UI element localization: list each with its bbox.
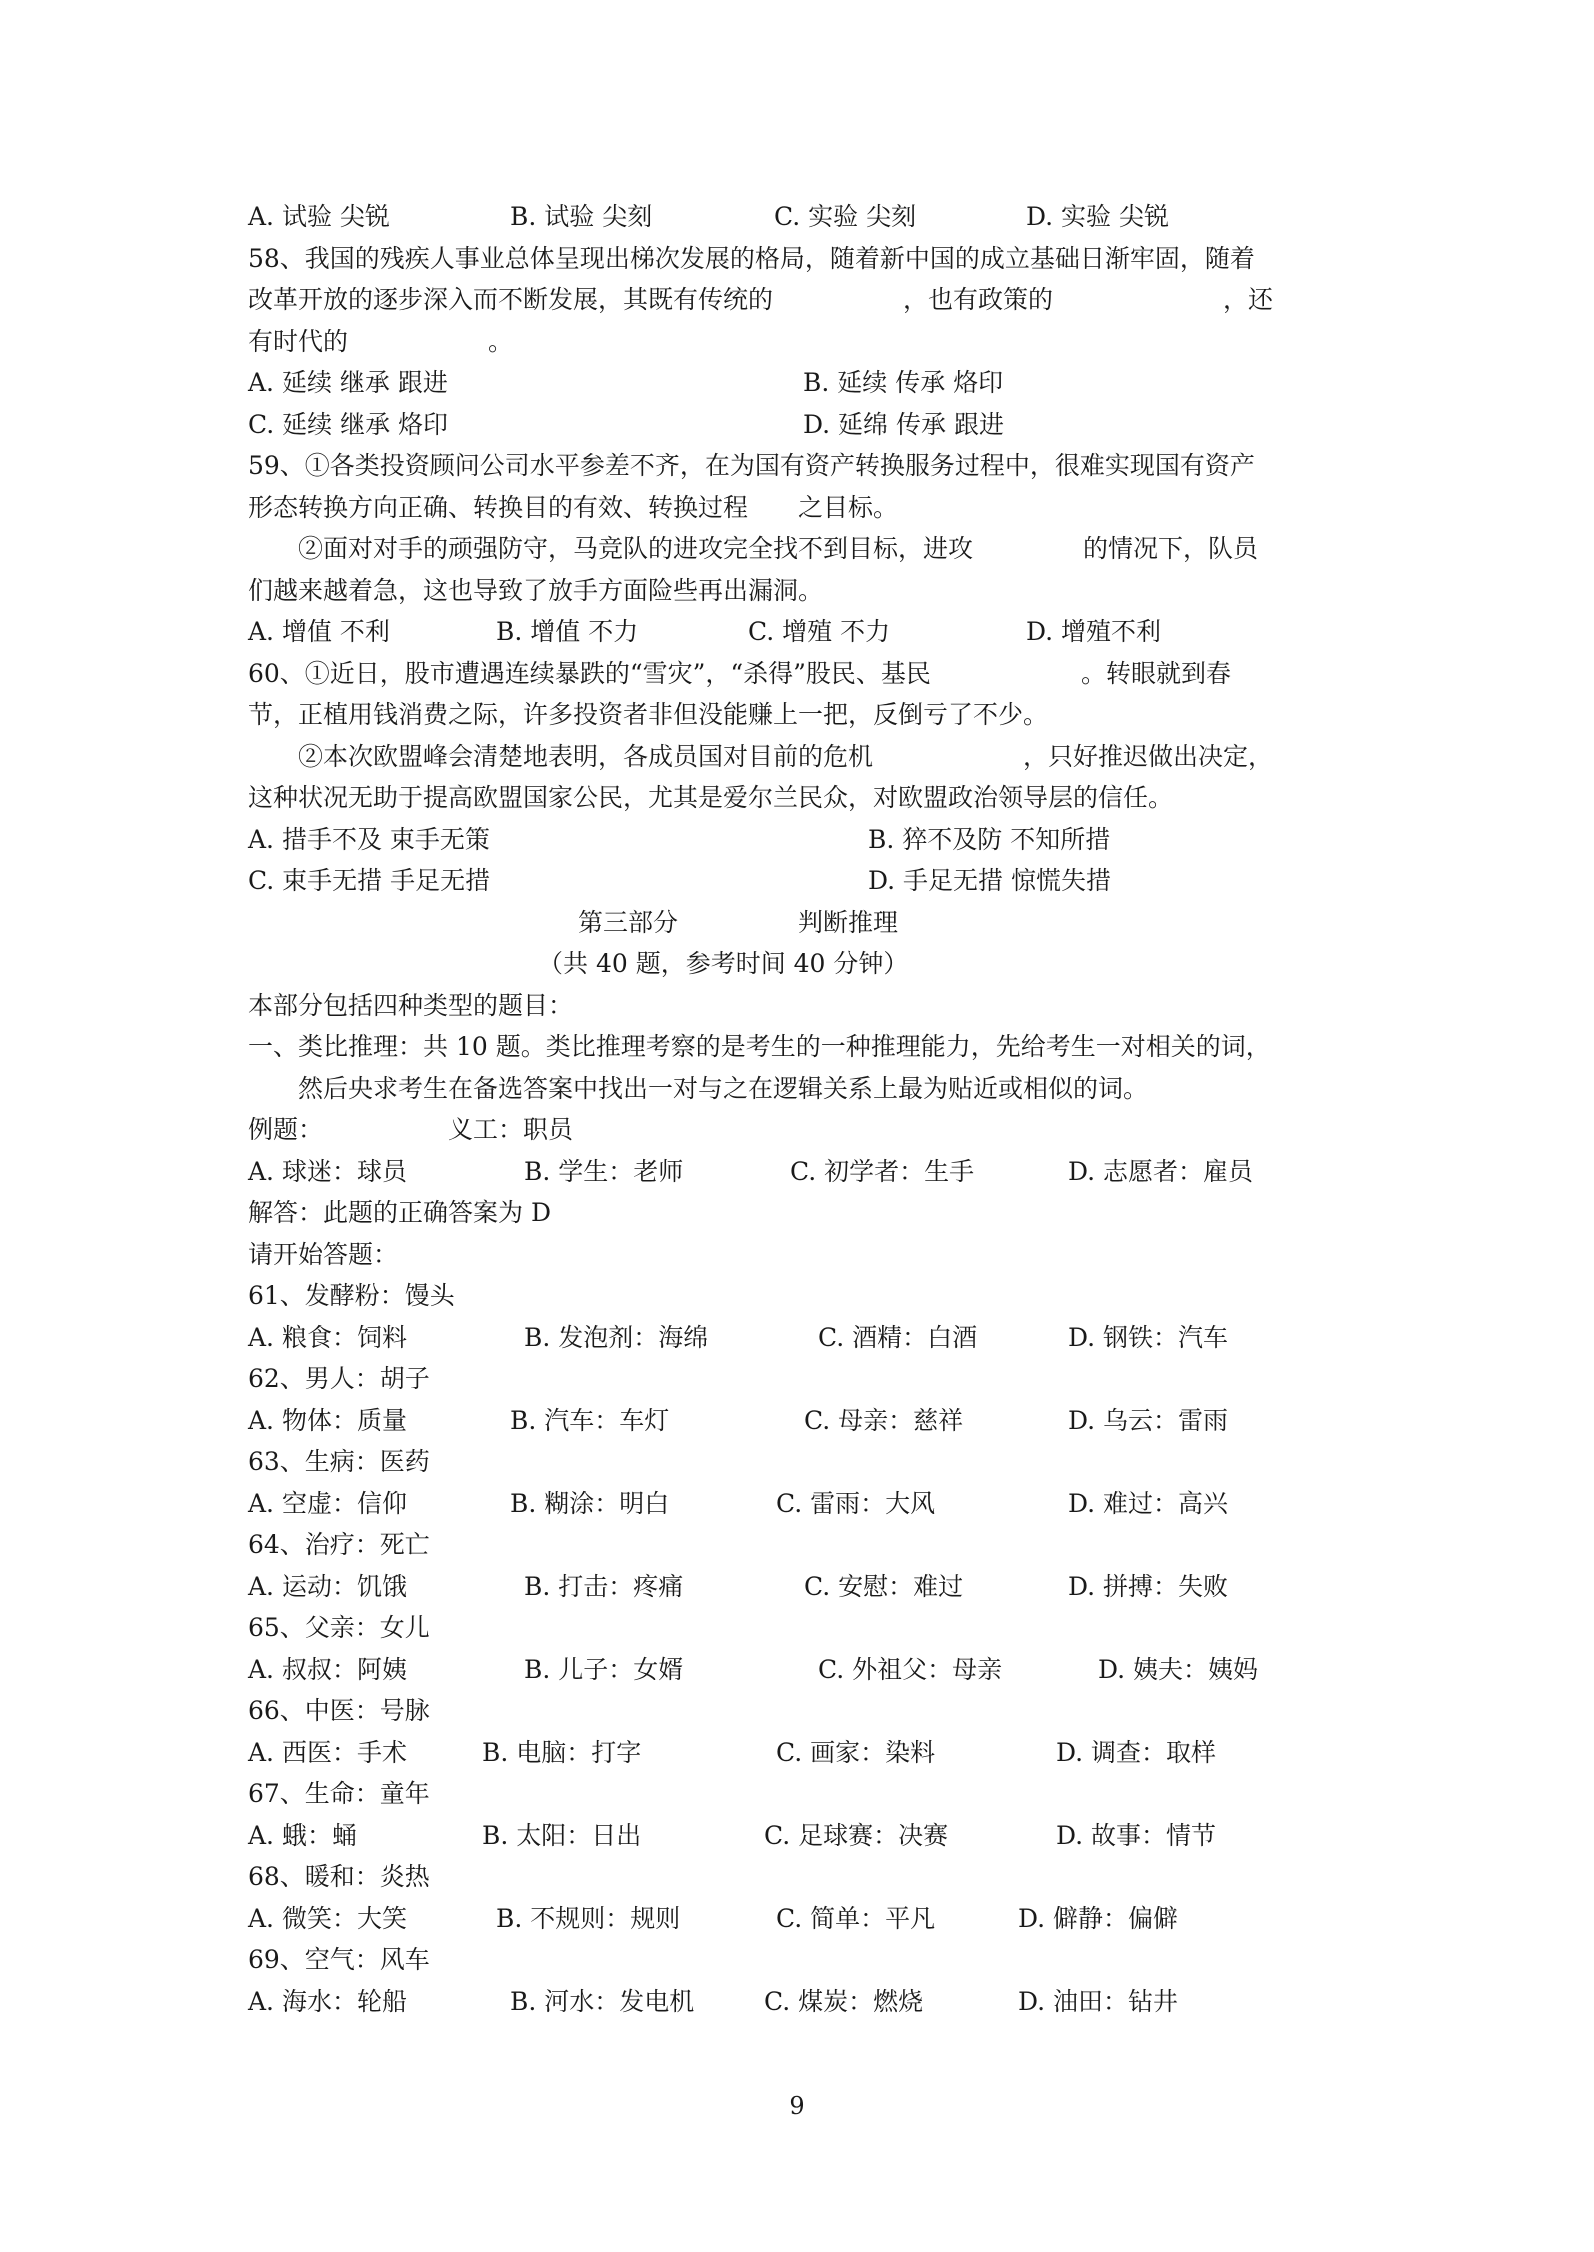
option-a: A. 运动：饥饿 [248,1571,407,1601]
question-options [248,1732,1358,1774]
option-b: B. 不规则：规则 [496,1903,681,1933]
option-d: D. 僻静：偏僻 [1018,1903,1179,1933]
example-row [248,1109,1358,1151]
q60-line-2: 节，正植用钱消费之际，许多投资者非但没能赚上一把，反倒亏了不少。 [248,700,1049,729]
section-heading [248,902,1358,944]
option-b: B. 发泡剂：海绵 [524,1322,709,1352]
type1-line-2: 然后央求考生在备选答案中找出一对与之在逻辑关系上最为贴近或相似的词。 [298,1073,1149,1103]
option-a: A. 空虚：信仰 [248,1488,407,1518]
question-stem: 65、父亲：女儿 [248,1613,430,1642]
q59-text-d: 的情况下，队员 [1083,534,1259,563]
q59-text-b: 之目标。 [798,492,899,522]
q58-option-a: A. 延续 继承 跟进 [248,368,448,397]
option-d: D. 油田：钻井 [1018,1986,1179,2016]
q57-option-d: D. 实验 尖锐 [1026,202,1169,231]
question-stem: 69、空气：风车 [248,1945,430,1974]
option-d: D. 故事：情节 [1056,1820,1217,1850]
question-options [248,1483,1358,1525]
q59-line-3 [248,528,1358,570]
start-prompt: 请开始答题： [248,1239,399,1269]
example-option-d: D. 志愿者：雇员 [1068,1156,1254,1186]
section-subtitle-row [248,943,1358,985]
question-options [248,1981,1358,2023]
q60-line-4: 这种状况无助于提高欧盟国家公民，尤其是爱尔兰民众，对欧盟政治领导层的信任。 [248,783,1174,812]
option-b: B. 电脑：打字 [482,1737,642,1767]
option-a: A. 微笑：大笑 [248,1903,407,1933]
q59-text-c: ②面对对手的顽强防守，马竞队的进攻完全找不到目标，进攻 [298,534,974,563]
q59-option-d: D. 增殖不利 [1026,617,1162,646]
option-d: D. 乌云：雷雨 [1068,1405,1229,1435]
section-part: 第三部分 [578,907,679,937]
q57-option-c: C. 实验 尖刻 [774,202,917,231]
option-a: A. 物体：质量 [248,1405,407,1435]
q58-line-2 [248,279,1358,321]
question-options [248,1815,1358,1857]
example-option-c: C. 初学者：生手 [790,1156,975,1186]
option-c: C. 简单：平凡 [776,1903,936,1933]
q58-text-c: ，还 [1223,285,1274,314]
option-c: C. 煤炭：燃烧 [764,1986,924,2016]
q58-options-row-1 [248,362,1358,404]
q58-text-e: 。 [488,326,514,356]
q58-line-3 [248,321,1358,363]
option-a: A. 海水：轮船 [248,1986,407,2016]
section-name: 判断推理 [798,907,899,937]
example-label: 例题： [248,1115,324,1144]
q57-option-b: B. 试验 尖刻 [510,202,653,231]
q58-option-b: B. 延续 传承 烙印 [803,368,1004,397]
question-stem: 64、治疗：死亡 [248,1530,430,1559]
option-c: C. 外祖父：母亲 [818,1654,1003,1684]
q60-text-b: 。转眼就到春 [1080,658,1231,688]
question-options [248,1566,1358,1608]
example-option-a: A. 球迷：球员 [248,1156,407,1186]
q58-line-1: 58、我国的残疾人事业总体呈现出梯次发展的格局，随着新中国的成立基础日渐牢固，随着 [248,243,1255,273]
question-options [248,1400,1358,1442]
q59-line-4: 们越来越着急，这也导致了放手方面险些再出漏洞。 [248,575,824,605]
q60-text-c: ②本次欧盟峰会清楚地表明，各成员国对目前的危机 [298,741,874,771]
q60-options-row-2 [248,860,1358,902]
option-c: C. 足球赛：决赛 [764,1820,949,1850]
option-a: A. 粮食：饲料 [248,1322,407,1352]
option-a: A. 西医：手术 [248,1737,407,1767]
section-subtitle: （共 40 题，参考时间 40 分钟） [538,949,909,978]
option-c: C. 安慰：难过 [804,1571,964,1601]
q58-text-a: 改革开放的逐步深入而不断发展，其既有传统的 [248,285,774,314]
option-b: B. 儿子：女婿 [524,1654,684,1684]
q59-option-b: B. 增值 不力 [496,617,639,646]
option-d: D. 难过：高兴 [1068,1488,1229,1518]
section-intro: 本部分包括四种类型的题目： [248,990,574,1020]
option-b: B. 河水：发电机 [510,1986,695,2016]
question-stem: 61、发酵粉：馒头 [248,1281,455,1310]
question-options [248,1317,1358,1359]
q59-line-1: 59、①各类投资顾问公司水平参差不齐，在为国有资产转换服务过程中，很难实现国有资产 [248,451,1255,480]
question-stem: 62、男人：胡子 [248,1364,430,1393]
q60-option-d: D. 手足无措 惊慌失措 [868,866,1111,895]
q58-option-d: D. 延绵 传承 跟进 [803,409,1004,439]
q58-text-d: 有时代的 [248,326,349,356]
question-stem: 68、暖和：炎热 [248,1862,430,1891]
option-b: B. 糊涂：明白 [510,1488,670,1518]
q57-options [248,196,1358,238]
option-c: C. 雷雨：大风 [776,1488,936,1518]
option-c: C. 酒精：白酒 [818,1322,978,1352]
option-a: A. 蛾：蛹 [248,1820,357,1850]
option-c: C. 画家：染料 [776,1737,936,1767]
question-stem: 67、生命：童年 [248,1779,430,1808]
option-c: C. 母亲：慈祥 [804,1405,964,1435]
q59-option-c: C. 增殖 不力 [748,617,891,646]
example-options [248,1151,1358,1193]
question-options [248,1649,1358,1691]
option-d: D. 调查：取样 [1056,1737,1217,1767]
q59-line-2 [248,487,1358,529]
option-b: B. 打击：疼痛 [524,1571,684,1601]
question-options [248,1898,1358,1940]
q59-text-a: 形态转换方向正确、转换目的有效、转换过程 [248,492,749,522]
question-stem: 66、中医：号脉 [248,1696,430,1725]
q60-option-b: B. 猝不及防 不知所措 [868,824,1111,854]
page-number: 9 [789,2092,805,2120]
q60-text-d: ，只好推迟做出决定， [1023,741,1274,771]
q58-option-c: C. 延续 继承 烙印 [248,409,449,439]
q57-option-a: A. 试验 尖锐 [248,202,390,231]
q60-line-3 [248,736,1358,778]
option-d: D. 钢铁：汽车 [1068,1322,1229,1352]
option-b: B. 汽车：车灯 [510,1405,670,1435]
question-stem: 63、生病：医药 [248,1447,430,1476]
q59-option-a: A. 增值 不利 [248,617,390,646]
q58-text-b: ，也有政策的 [903,285,1054,314]
q58-options-row-2 [248,404,1358,446]
option-a: A. 叔叔：阿姨 [248,1654,407,1684]
example-answer: 解答：此题的正确答案为 D [248,1198,551,1227]
q60-option-a: A. 措手不及 束手无策 [248,824,490,854]
q59-options [248,611,1358,653]
q60-line-1 [248,653,1358,695]
q60-options-row-1 [248,819,1358,861]
example-option-b: B. 学生：老师 [524,1156,684,1186]
document-page [248,196,1358,2022]
q60-option-c: C. 束手无措 手足无措 [248,866,491,895]
q60-text-a: 60、①近日，股市遭遇连续暴跌的“雪灾”，“杀得”股民、基民 [248,658,931,688]
option-b: B. 太阳：日出 [482,1820,642,1850]
type1-line-1: 一、类比推理：共 10 题。类比推理考察的是考生的一种推理能力，先给考生一对相关的词， [248,1032,1271,1061]
option-d: D. 姨夫：姨妈 [1098,1654,1259,1684]
option-d: D. 拼搏：失败 [1068,1571,1229,1601]
example-pair: 义工：职员 [448,1115,574,1144]
